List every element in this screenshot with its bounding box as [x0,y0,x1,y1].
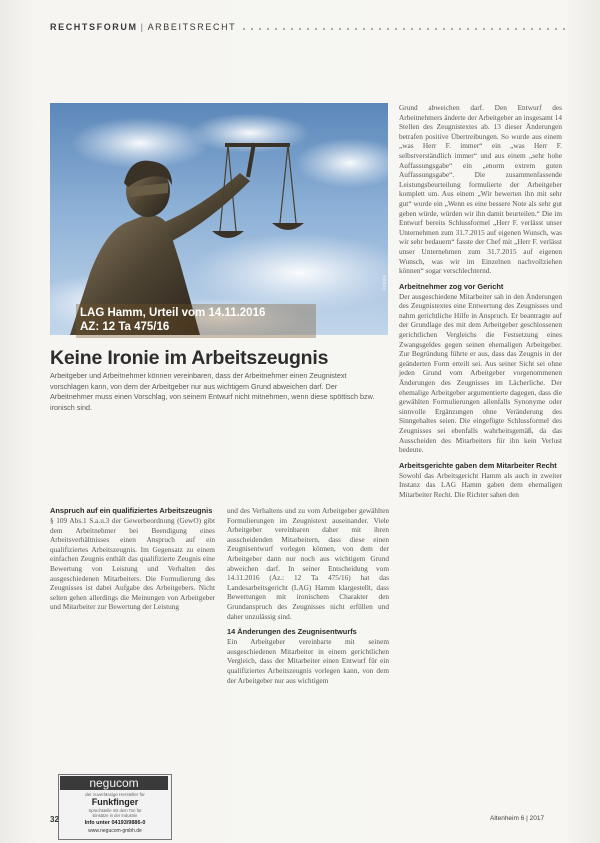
ad-desc-line-2: Einsätze in der Industrie [92,813,138,818]
article-column-3 [399,103,562,500]
justitia-photo [50,103,388,335]
col1-text: § 109 Abs.1 S.a.u.3 der Gewerbeordnung (GewO) gibt dem Arbeitnehmer bei Beendigung eines Arbeitsverhältnisses einen Anspruch auf ein qualifiziertes Arbeitszeugnis. Im Gegensatz zu einem einfachen Zeugnis enthält das qualifizierte Zeugnis eine Bewertung von Leistung und Verhalten des ausgeschiedenen Mitarbeiters. Die Formulierung des Zeugnisses ist dabei Aufgabe des Arbeitgebers. Nicht selten gehen allerdings die Meinungen von Arbeitgeber und Mitarbeiter zur Bewertung der Leistung [50,516,215,612]
caption-case-number: AZ: 12 Ta 475/16 [80,321,170,333]
col3-text-2: Der ausgeschiedene Mitarbeiter sah in den Änderungen des Zeugnistextes eine Entwertung des Zeugnisses und nahm gerichtliche Hilfe in Anspruch. Er beantragte auf der Grundlage des mit dem Arbeitgeber geschlossenen gerichtlichen Vergleichs die Festsetzung eines Zwangsgeldes gegen seinen ehemaligen Arbeitgeber. Zur Begründung führte er aus, dass das Zeugnis in der geänderten Form erteilt sei. Aus seiner Sicht sei ohne jeden Grund vom Arbeitgeber vorgenommenen Änderungen des Zeugnisses im Lächerliche. Der ehemalige Arbeitgeber argumentierte dagegen, dass die gewählten Formulierungen allenfalls Synonyme oder sinnvolle Ergänzungen ohne Veränderung des Sinngehaltes seien. Die eingefügte Schlussformel des Zeugnisses sei ebenfalls wahrheitsgemäß, da das Ausscheiden des Mitarbeiters für ihn kein Verlust bedeute. [399,291,562,455]
advertisement-box [58,774,172,840]
article-lead: Arbeitgeber und Arbeitnehmer können vereinbaren, dass der Arbeitnehmer einen Zeugnistext vorschlagen kann, von dem der Arbeitgeber nur aus wichtigem Grund abweichen darf. Der Arbeitnehmer muss einen Vorschlag, von seinem Entwurf nicht mitnehmen, wenn diese spöttisch bzw. ironisch sind. [50,371,375,412]
article-title: Keine Ironie im Arbeitszeugnis [50,347,329,369]
header-separator: | [140,22,145,32]
col3-heading-2: Arbeitsgerichte gaben dem Mitarbeiter Recht [399,460,557,470]
header-brand: RECHTSFORUM [50,22,138,32]
col3-text-3: Sowohl das Arbeitsgericht Hamm als auch in zweiter Instanz das LAG Hamm gaben dem ehemaligen Mitarbeiter Recht. Die Richter sahen den [399,470,562,499]
magazine-issue: Altenheim 6 | 2017 [490,815,545,822]
negucom-logo-graphic [60,776,168,790]
ad-product-name: Funkfinger [91,797,139,807]
photo-caption [80,306,265,334]
article-column-1 [50,506,215,612]
caption-court-date: LAG Hamm, Urteil vom 14.11.2016 [80,307,266,319]
justitia-statue-illustration [50,103,388,335]
col3-text-1: Grund abweichen darf. Den Entwurf des Arbeitnehmers änderte der Arbeitgeber an insgesamt 14 Stellen des Zeugnistextes ab. 13 dieser Änderungen betrafen positive Übertreibungen. So wurde aus einem „was Herr F. immer“ ein „was Herr F. selbstverständlich immer“ und aus einem „sehr hohe Auffassungsgabe“ ein „enorm extrem guten Auffassungsgabe“. Die zusammenfassende Leistungsbeurteilung formulierte der Arbeitgeber komplett um. Aus einem „Wir bewerten ihn mit sehr gut“ wurde ein „Wenn es eine bessere Note als sehr gut geben würde, würden wir ihn damit beurteilen.“ Die im Entwurf bereits Schlussformel „Herr F. verlässt unser Unternehmen zum 31.7.2015 auf eigenen Wunsch, was wir sehr bedauern“ fasste der Chef mit „Herr F. verlässt unser Unternehmen zum 31.7.2015 auf eigenen Wunsch, was wir im Einzelnen nachvollziehen können“ sogar verschlechternd. [399,103,562,276]
article-column-2 [227,506,389,685]
col3-heading-1: Arbeitnehmer zog vor Gericht [399,281,504,291]
photo-credit: Fotolia [382,274,388,290]
page-number: 32 [50,815,59,824]
header-section: ARBEITSRECHT [147,22,237,32]
ad-phone-info: Info unter 04193/9886-0 [84,820,146,826]
col2-heading: 14 Änderungen des Zeugnisentwurfs [227,627,357,637]
section-header [50,22,236,32]
header-dotted-rule [240,28,565,30]
ad-description [59,808,171,818]
ad-website: www.negucom-gmbh.de [88,828,142,834]
ad-subtitle: der zuverlässige Hersteller für [85,792,145,797]
col2-text-1: und des Verhaltens und zu vom Arbeitgeber gewählten Formulierungen im Zeugnistext auseinander. Viele Arbeitgeber vereinbaren daher mit ihren ausscheidenden Mitarbeitern, dass diese einen Zeugnisentwurf vorlegen können, von dem der Arbeitgeber dann nur noch aus wichtigem Grund abweichen darf. In seiner Entscheidung vom 14.11.2016 (Az.: 12 Ta 475/16) hat das Landesarbeitsgericht (LAG) Hamm klargestellt, dass Bewertungen mit ironischem Charakter den Grundanspruch des Zeugnisses nicht erfüllen und daher unzulässig sind. [227,506,389,621]
svg-text:negucom: negucom [89,776,139,790]
advertiser-logo [60,776,168,790]
ad-desc-line-1: Sprechstelle mit dem Ton für [88,808,142,813]
col1-heading: Anspruch auf ein qualifiziertes Arbeitszeugnis [50,506,213,515]
col2-text-2: Ein Arbeitgeber vereinbarte mit seinem ausgeschiedenen Mitarbeiter in einem gerichtlichen Vergleich, dass der Mitarbeiter einen Entwurf für ein qualifiziertes Arbeitszeugnis vorlegen kann, von dem der Arbeitgeber nur aus wichtigem [227,637,389,685]
